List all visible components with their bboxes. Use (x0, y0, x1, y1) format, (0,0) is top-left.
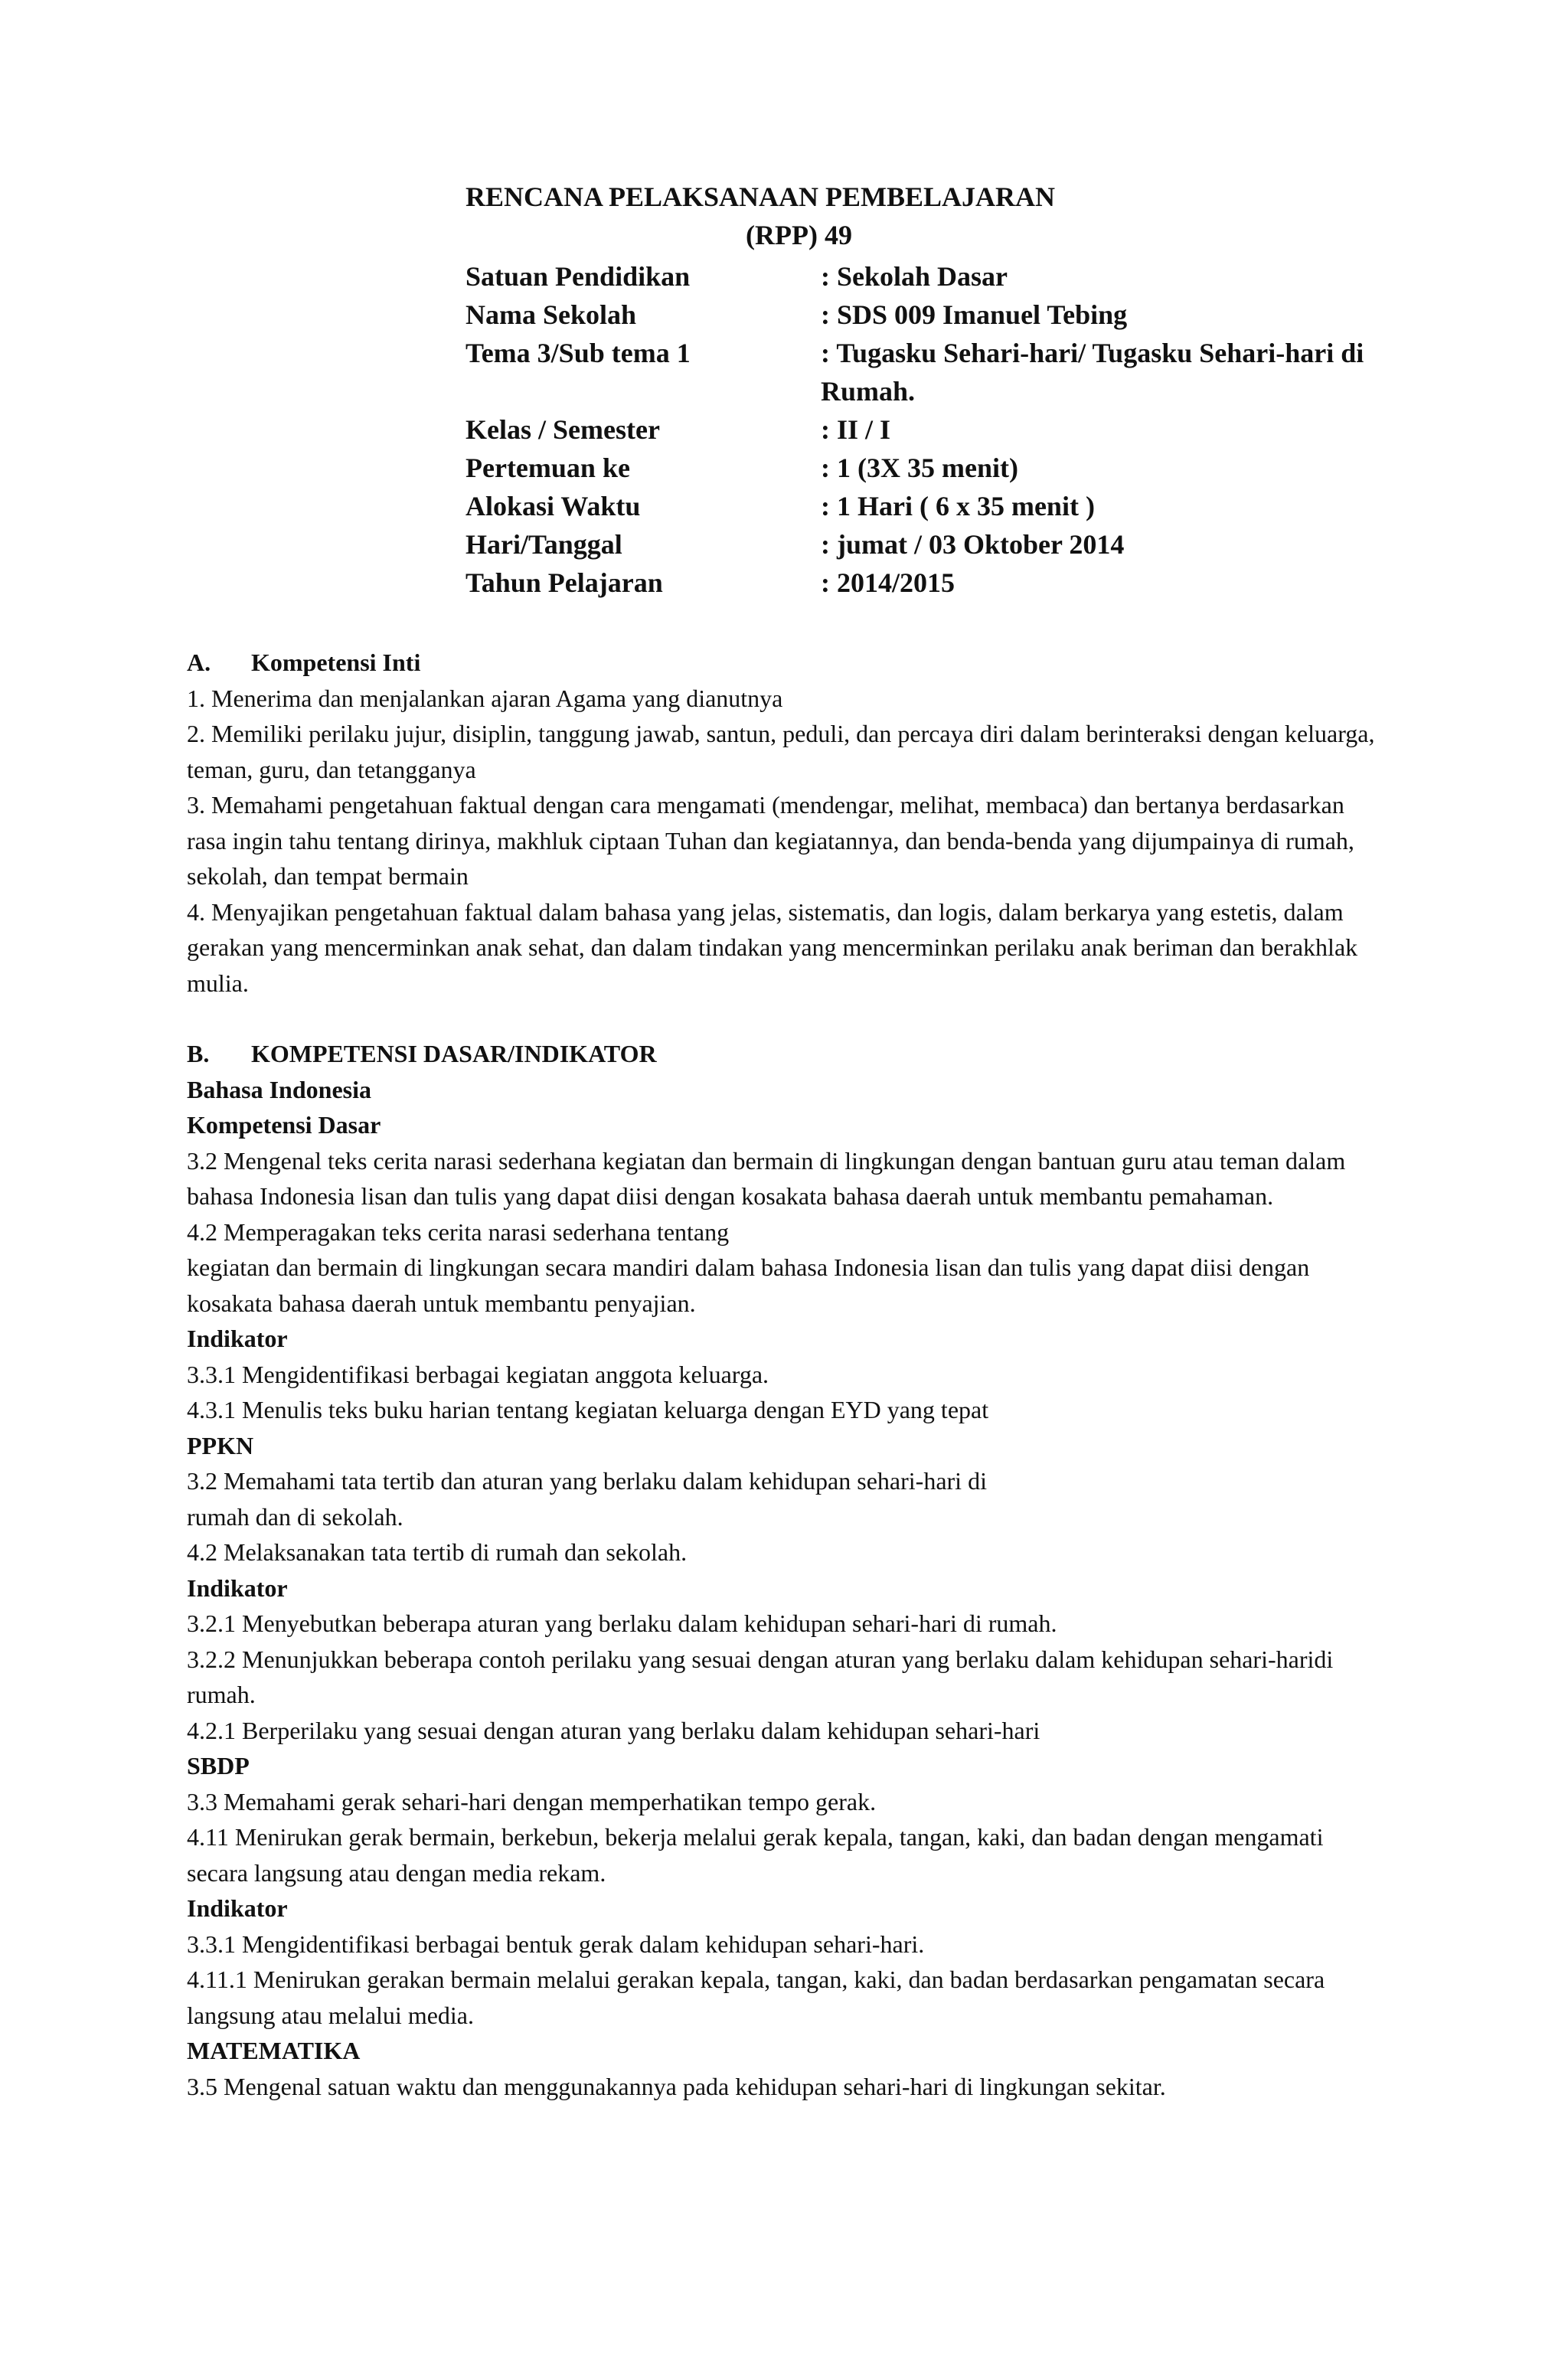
info-label: Pertemuan ke (466, 453, 630, 483)
section-letter: B. (187, 1040, 210, 1067)
subject-ppkn: PPKN (187, 1431, 254, 1459)
info-value: : 1 Hari ( 6 x 35 menit ) (821, 491, 1095, 521)
kd-item: 3.2 Mengenal teks cerita narasi sederhana kegiatan dan bermain di lingkungan dengan bantuan guru atau teman dalam bahasa Indonesia lisan dan tulis yang dapat diisi dengan kosakata bahasa daerah untuk membantu pemahaman. (187, 1146, 1346, 1210)
info-row-tanggal (466, 525, 1423, 564)
ki-item-1: 1. Menerima dan menjalankan ajaran Agama yang dianutnya (187, 684, 783, 712)
info-row-nama-sekolah (466, 296, 1423, 334)
section-title: KOMPETENSI DASAR/INDIKATOR (251, 1040, 657, 1067)
kd-item: 4.11 Menirukan gerak bermain, berkebun, bekerja melalui gerak kepala, tangan, kaki, dan badan dengan mengamati secara langsung atau dengan media rekam. (187, 1823, 1324, 1887)
info-row-satuan (466, 257, 1423, 296)
info-table (466, 257, 1423, 602)
info-row-alokasi (466, 487, 1423, 525)
kd-item: kegiatan dan bermain di lingkungan secara mandiri dalam bahasa Indonesia lisan dan tulis yang dapat diisi dengan kosakata bahasa daerah untuk membantu penyajian. (187, 1253, 1310, 1317)
info-label: Nama Sekolah (466, 299, 637, 330)
info-value: : SDS 009 Imanuel Tebing (821, 299, 1128, 330)
indikator-item: 4.11.1 Menirukan gerakan bermain melalui gerakan kepala, tangan, kaki, dan badan berdasarkan pengamatan secara langsung atau melalui media. (187, 1966, 1325, 2029)
info-label: Alokasi Waktu (466, 491, 641, 521)
kd-item: rumah dan di sekolah. (187, 1502, 403, 1531)
ki-item-4: 4. Menyajikan pengetahuan faktual dalam bahasa yang jelas, sistematis, dan logis, dalam berkarya yang estetis, dalam gerakan yang mencerminkan anak sehat, dan dalam tindakan yang mencerminkan perilaku anak beriman dan berakhlak mulia. (187, 897, 1358, 997)
ki-item-2: 2. Memiliki perilaku jujur, disiplin, tanggung jawab, santun, peduli, dan percaya diri dalam berinteraksi dengan keluarga, teman, guru, dan tetangganya (187, 720, 1375, 783)
info-label: Tahun Pelajaran (466, 567, 663, 598)
subject-matematika: MATEMATIKA (187, 2037, 361, 2064)
info-value: : Tugasku Sehari-hari/ Tugasku Sehari-hari di Rumah. (821, 338, 1364, 407)
subject-sbdp: SBDP (187, 1752, 250, 1779)
info-label: Hari/Tanggal (466, 529, 622, 560)
kd-item: 3.3 Memahami gerak sehari-hari dengan memperhatikan tempo gerak. (187, 1787, 877, 1815)
info-label: Satuan Pendidikan (466, 261, 691, 292)
indikator-label: Indikator (187, 1894, 288, 1922)
document-subtitle: (RPP) 49 (746, 220, 852, 250)
kd-item: 3.5 Mengenal satuan waktu dan menggunakannya pada kehidupan sehari-hari di lingkungan sekitar. (187, 2072, 1166, 2100)
info-row-kelas (466, 410, 1423, 449)
kd-label: Kompetensi Dasar (187, 1111, 381, 1139)
info-row-pertemuan (466, 449, 1423, 487)
info-value: : II / I (821, 414, 891, 445)
info-row-tema (466, 334, 1423, 410)
kd-item: 4.2 Memperagakan teks cerita narasi sederhana tentang (187, 1217, 730, 1246)
indikator-item: 3.2.1 Menyebutkan beberapa aturan yang berlaku dalam kehidupan sehari-hari di rumah. (187, 1609, 1057, 1637)
indikator-item: 4.3.1 Menulis teks buku harian tentang kegiatan keluarga dengan EYD yang tepat (187, 1396, 989, 1423)
info-value: : Sekolah Dasar (821, 261, 1008, 292)
document-title: RENCANA PELAKSANAAN PEMBELAJARAN (466, 181, 1056, 212)
indikator-label: Indikator (187, 1325, 288, 1352)
indikator-item: 3.2.2 Menunjukkan beberapa contoh perilaku yang sesuai dengan aturan yang berlaku dalam kehidupan sehari-haridi rumah. (187, 1645, 1334, 1708)
info-value: : 1 (3X 35 menit) (821, 453, 1018, 483)
info-label: Tema 3/Sub tema 1 (466, 338, 691, 368)
document-body (187, 645, 1389, 2104)
section-b-heading (187, 1036, 1389, 1072)
indikator-item: 3.3.1 Mengidentifikasi berbagai bentuk gerak dalam kehidupan sehari-hari. (187, 1930, 925, 1958)
section-a-heading (187, 645, 1389, 681)
info-row-tahun (466, 564, 1423, 602)
ki-item-3: 3. Memahami pengetahuan faktual dengan cara mengamati (mendengar, melihat, membaca) dan bertanya berdasarkan rasa ingin tahu tentang dirinya, makhluk ciptaan Tuhan dan kegiatannya, dan benda-benda yang dijumpainya di rumah, sekolah, dan tempat bermain (187, 791, 1354, 890)
indikator-item: 4.2.1 Berperilaku yang sesuai dengan aturan yang berlaku dalam kehidupan sehari-hari (187, 1716, 1040, 1744)
kd-item: 3.2 Memahami tata tertib dan aturan yang berlaku dalam kehidupan sehari-hari di (187, 1467, 987, 1495)
section-spacer (187, 1001, 1389, 1036)
indikator-item: 3.3.1 Mengidentifikasi berbagai kegiatan anggota keluarga. (187, 1360, 769, 1388)
section-title: Kompetensi Inti (251, 649, 421, 676)
info-value: : jumat / 03 Oktober 2014 (821, 529, 1125, 560)
info-label: Kelas / Semester (466, 414, 660, 445)
info-value: : 2014/2015 (821, 567, 955, 598)
kd-item: 4.2 Melaksanakan tata tertib di rumah dan sekolah. (187, 1538, 688, 1566)
indikator-label: Indikator (187, 1573, 288, 1602)
section-letter: A. (187, 649, 211, 676)
subject-bahasa-indonesia: Bahasa Indonesia (187, 1075, 371, 1103)
